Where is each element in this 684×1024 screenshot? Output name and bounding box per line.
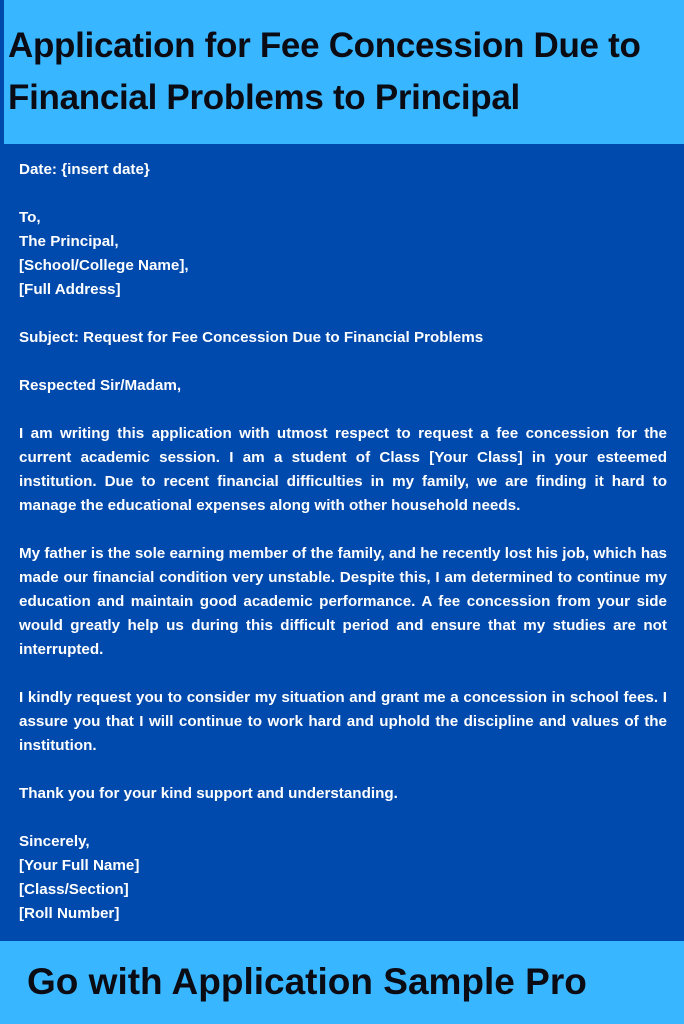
salutation [19,374,667,398]
subject-line [19,326,667,350]
header-banner [0,0,684,144]
signature-class: [Class/Section] [19,881,129,898]
subject-text: Subject: Request for Fee Concession Due to Financial Problems [19,329,484,346]
closing-text: Sincerely, [19,833,90,850]
recipient-title: The Principal, [19,233,119,250]
brand-text: Go with Application Sample Pro [27,961,587,1002]
paragraph-2: My father is the sole earning member of the family, and he recently lost his job, which has made our financial condition very unstable. Despite this, I am determined to continue my education and maintain good academic performance. A fee concession from your side would greatly help us during this difficult period and ensure that my studies are not interrupted. [19,545,667,658]
school-address: [Full Address] [19,281,121,298]
paragraph-1: I am writing this application with utmost respect to request a fee concession for the current academic session. I am a student of Class [Your Class] in your esteemed institution. Due to recent financial difficulties in my family, we are finding it hard to manage the educational expenses along with other household needs. [19,425,667,514]
school-name: [School/College Name], [19,257,189,274]
paragraph-3: I kindly request you to consider my situation and grant me a concession in school fees. I assure you that I will continue to work hard and uphold the discipline and values of the institution. [19,689,667,754]
letter-body [19,158,667,950]
date-text: Date: {insert date} [19,161,150,178]
signature-roll: [Roll Number] [19,905,120,922]
signature-name: [Your Full Name] [19,857,140,874]
to-label: To, [19,209,41,226]
page-title: Application for Fee Concession Due to Financial Problems to Principal [8,26,641,117]
date-line [19,158,667,182]
salutation-text: Respected Sir/Madam, [19,377,182,394]
footer-banner [0,941,684,1024]
recipient-block [19,206,667,302]
thanks-text: Thank you for your kind support and understanding. [19,785,398,802]
signature-block [19,830,667,926]
thanks-line [19,782,667,806]
